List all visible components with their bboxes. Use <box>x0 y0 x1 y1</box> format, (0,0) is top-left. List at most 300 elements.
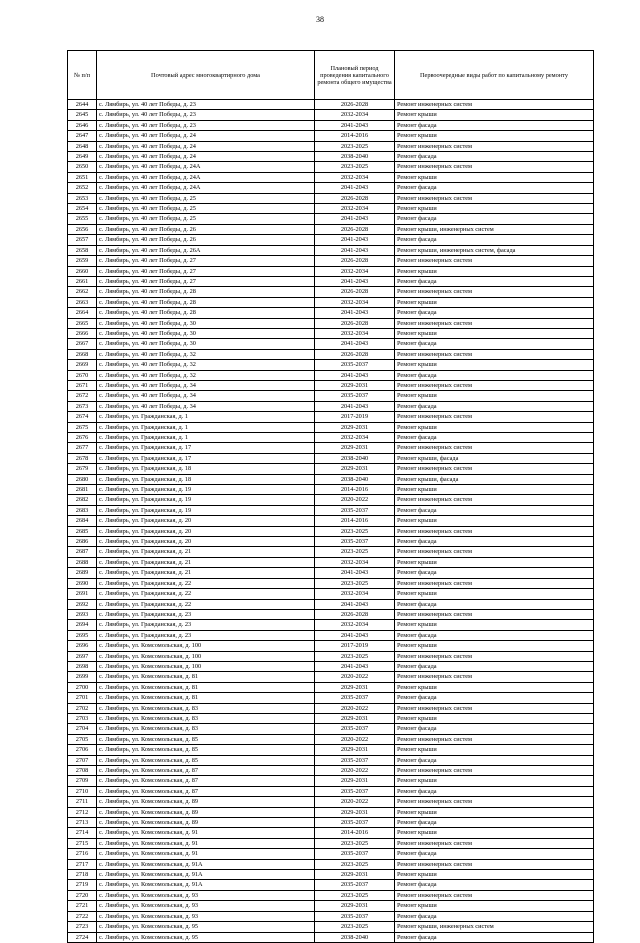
cell-works: Ремонт инженерных систем <box>395 797 594 807</box>
cell-number: 2662 <box>68 287 97 297</box>
cell-works: Ремонт крыши <box>395 297 594 307</box>
cell-period: 2020-2022 <box>315 734 395 744</box>
cell-number: 2676 <box>68 433 97 443</box>
cell-period: 2023-2025 <box>315 890 395 900</box>
cell-works: Ремонт крыши, инженерных систем <box>395 224 594 234</box>
cell-works: Ремонт инженерных систем <box>395 318 594 328</box>
table-row <box>68 193 594 203</box>
cell-address: с. Лямбирь, ул. 40 лет Победы, д. 34 <box>97 380 315 390</box>
cell-period: 2014-2016 <box>315 485 395 495</box>
cell-number: 2671 <box>68 380 97 390</box>
cell-address: с. Лямбирь, ул. Комсомольская, д. 91А <box>97 859 315 869</box>
table-row <box>68 453 594 463</box>
cell-address: с. Лямбирь, ул. 40 лет Победы, д. 28 <box>97 308 315 318</box>
table-row <box>68 922 594 932</box>
repair-schedule-table <box>67 50 594 943</box>
cell-number: 2718 <box>68 870 97 880</box>
cell-address: с. Лямбирь, ул. Комсомольская, д. 100 <box>97 651 315 661</box>
cell-works: Ремонт фасада <box>395 630 594 640</box>
cell-number: 2684 <box>68 516 97 526</box>
cell-period: 2020-2022 <box>315 703 395 713</box>
cell-number: 2673 <box>68 401 97 411</box>
cell-address: с. Лямбирь, ул. Гражданская, д. 19 <box>97 495 315 505</box>
cell-address: с. Лямбирь, ул. Гражданская, д. 17 <box>97 443 315 453</box>
table-row <box>68 568 594 578</box>
cell-period: 2026-2028 <box>315 609 395 619</box>
table-row <box>68 433 594 443</box>
table-row <box>68 630 594 640</box>
cell-number: 2669 <box>68 360 97 370</box>
cell-number: 2711 <box>68 797 97 807</box>
cell-number: 2678 <box>68 453 97 463</box>
table-row <box>68 401 594 411</box>
cell-number: 2670 <box>68 370 97 380</box>
cell-period: 2029-2031 <box>315 870 395 880</box>
cell-address: с. Лямбирь, ул. Гражданская, д. 1 <box>97 422 315 432</box>
cell-address: с. Лямбирь, ул. Комсомольская, д. 95 <box>97 932 315 942</box>
cell-works: Ремонт инженерных систем <box>395 380 594 390</box>
table-row <box>68 890 594 900</box>
cell-address: с. Лямбирь, ул. Гражданская, д. 23 <box>97 630 315 640</box>
cell-address: с. Лямбирь, ул. Комсомольская, д. 100 <box>97 641 315 651</box>
cell-period: 2029-2031 <box>315 776 395 786</box>
cell-address: с. Лямбирь, ул. 40 лет Победы, д. 32 <box>97 349 315 359</box>
cell-number: 2723 <box>68 922 97 932</box>
cell-number: 2704 <box>68 724 97 734</box>
cell-period: 2038-2040 <box>315 453 395 463</box>
table-row <box>68 328 594 338</box>
cell-period: 2041-2043 <box>315 235 395 245</box>
table-row <box>68 620 594 630</box>
table-row <box>68 110 594 120</box>
table-row <box>68 547 594 557</box>
cell-period: 2035-2037 <box>315 505 395 515</box>
cell-works: Ремонт фасада <box>395 755 594 765</box>
cell-number: 2694 <box>68 620 97 630</box>
table-row <box>68 516 594 526</box>
cell-works: Ремонт фасада <box>395 818 594 828</box>
table-row <box>68 183 594 193</box>
cell-works: Ремонт инженерных систем <box>395 464 594 474</box>
cell-number: 2653 <box>68 193 97 203</box>
cell-address: с. Лямбирь, ул. 40 лет Победы, д. 27 <box>97 266 315 276</box>
cell-address: с. Лямбирь, ул. 40 лет Победы, д. 27 <box>97 276 315 286</box>
cell-works: Ремонт крыши, инженерных систем <box>395 922 594 932</box>
table-row <box>68 172 594 182</box>
table-row <box>68 380 594 390</box>
table-row <box>68 557 594 567</box>
cell-period: 2020-2022 <box>315 495 395 505</box>
cell-address: с. Лямбирь, ул. Комсомольская, д. 81 <box>97 672 315 682</box>
cell-address: с. Лямбирь, ул. Комсомольская, д. 100 <box>97 661 315 671</box>
cell-period: 2023-2025 <box>315 859 395 869</box>
cell-number: 2690 <box>68 578 97 588</box>
cell-number: 2681 <box>68 485 97 495</box>
cell-number: 2659 <box>68 256 97 266</box>
cell-number: 2647 <box>68 131 97 141</box>
table-row <box>68 422 594 432</box>
cell-number: 2672 <box>68 391 97 401</box>
cell-address: с. Лямбирь, ул. Комсомольская, д. 89 <box>97 807 315 817</box>
cell-works: Ремонт фасада <box>395 849 594 859</box>
cell-period: 2026-2028 <box>315 100 395 110</box>
cell-number: 2650 <box>68 162 97 172</box>
table-row <box>68 703 594 713</box>
cell-works: Ремонт крыши <box>395 807 594 817</box>
table-row <box>68 276 594 286</box>
cell-period: 2032-2034 <box>315 328 395 338</box>
cell-address: с. Лямбирь, ул. Гражданская, д. 21 <box>97 557 315 567</box>
cell-works: Ремонт крыши <box>395 485 594 495</box>
cell-address: с. Лямбирь, ул. 40 лет Победы, д. 24 <box>97 152 315 162</box>
cell-address: с. Лямбирь, ул. Гражданская, д. 17 <box>97 453 315 463</box>
table-row <box>68 818 594 828</box>
cell-address: с. Лямбирь, ул. Гражданская, д. 23 <box>97 609 315 619</box>
cell-number: 2693 <box>68 609 97 619</box>
cell-works: Ремонт инженерных систем <box>395 256 594 266</box>
table-row <box>68 932 594 942</box>
cell-number: 2683 <box>68 505 97 515</box>
cell-works: Ремонт крыши <box>395 422 594 432</box>
cell-period: 2035-2037 <box>315 724 395 734</box>
cell-number: 2720 <box>68 890 97 900</box>
cell-period: 2041-2043 <box>315 245 395 255</box>
table-row <box>68 693 594 703</box>
cell-number: 2668 <box>68 349 97 359</box>
cell-works: Ремонт крыши <box>395 557 594 567</box>
cell-works: Ремонт фасада <box>395 568 594 578</box>
header-works: Первоочередные виды работ по капитальному ремонту <box>395 51 594 100</box>
table-row <box>68 807 594 817</box>
cell-address: с. Лямбирь, ул. Гражданская, д. 19 <box>97 485 315 495</box>
table-row <box>68 734 594 744</box>
cell-address: с. Лямбирь, ул. Комсомольская, д. 91А <box>97 870 315 880</box>
cell-address: с. Лямбирь, ул. 40 лет Победы, д. 23 <box>97 110 315 120</box>
cell-address: с. Лямбирь, ул. Гражданская, д. 22 <box>97 599 315 609</box>
table-row <box>68 297 594 307</box>
cell-number: 2682 <box>68 495 97 505</box>
cell-works: Ремонт крыши <box>395 713 594 723</box>
cell-number: 2701 <box>68 693 97 703</box>
table-row <box>68 641 594 651</box>
cell-works: Ремонт фасада <box>395 693 594 703</box>
cell-period: 2041-2043 <box>315 120 395 130</box>
table-row <box>68 661 594 671</box>
cell-address: с. Лямбирь, ул. Комсомольская, д. 91 <box>97 828 315 838</box>
cell-address: с. Лямбирь, ул. 40 лет Победы, д. 26 <box>97 224 315 234</box>
cell-period: 2032-2034 <box>315 172 395 182</box>
cell-number: 2664 <box>68 308 97 318</box>
cell-works: Ремонт крыши <box>395 641 594 651</box>
table-row <box>68 537 594 547</box>
cell-address: с. Лямбирь, ул. Гражданская, д. 21 <box>97 568 315 578</box>
cell-number: 2657 <box>68 235 97 245</box>
cell-address: с. Лямбирь, ул. 40 лет Победы, д. 25 <box>97 193 315 203</box>
header-period: Плановый период проведения капитального ремонта общего имущества <box>315 51 395 100</box>
cell-works: Ремонт фасада <box>395 308 594 318</box>
cell-period: 2032-2034 <box>315 589 395 599</box>
table-row <box>68 141 594 151</box>
cell-number: 2717 <box>68 859 97 869</box>
cell-works: Ремонт крыши <box>395 204 594 214</box>
cell-number: 2661 <box>68 276 97 286</box>
cell-address: с. Лямбирь, ул. 40 лет Победы, д. 23 <box>97 100 315 110</box>
cell-number: 2697 <box>68 651 97 661</box>
cell-period: 2029-2031 <box>315 713 395 723</box>
cell-works: Ремонт инженерных систем <box>395 547 594 557</box>
cell-period: 2029-2031 <box>315 682 395 692</box>
table-row <box>68 776 594 786</box>
table-row <box>68 849 594 859</box>
cell-period: 2041-2043 <box>315 339 395 349</box>
cell-period: 2038-2040 <box>315 474 395 484</box>
cell-period: 2029-2031 <box>315 380 395 390</box>
cell-works: Ремонт инженерных систем <box>395 141 594 151</box>
cell-period: 2029-2031 <box>315 443 395 453</box>
cell-number: 2710 <box>68 786 97 796</box>
cell-period: 2017-2019 <box>315 412 395 422</box>
cell-works: Ремонт инженерных систем <box>395 859 594 869</box>
header-num: № п/п <box>68 51 97 100</box>
cell-works: Ремонт крыши <box>395 620 594 630</box>
cell-works: Ремонт фасада <box>395 339 594 349</box>
table-row <box>68 713 594 723</box>
cell-works: Ремонт крыши, фасада <box>395 453 594 463</box>
cell-works: Ремонт фасада <box>395 183 594 193</box>
cell-address: с. Лямбирь, ул. 40 лет Победы, д. 32 <box>97 370 315 380</box>
table-row <box>68 609 594 619</box>
cell-works: Ремонт фасада <box>395 724 594 734</box>
table-row <box>68 745 594 755</box>
table-row <box>68 505 594 515</box>
table-row <box>68 526 594 536</box>
cell-works: Ремонт инженерных систем <box>395 443 594 453</box>
cell-number: 2654 <box>68 204 97 214</box>
table-row <box>68 578 594 588</box>
header-row <box>68 51 594 100</box>
cell-address: с. Лямбирь, ул. Комсомольская, д. 81 <box>97 693 315 703</box>
table-body <box>68 100 594 943</box>
cell-works: Ремонт фасада <box>395 661 594 671</box>
table-row <box>68 318 594 328</box>
cell-address: с. Лямбирь, ул. Гражданская, д. 23 <box>97 620 315 630</box>
table-row <box>68 391 594 401</box>
cell-period: 2035-2037 <box>315 693 395 703</box>
cell-period: 2035-2037 <box>315 786 395 796</box>
cell-period: 2026-2028 <box>315 318 395 328</box>
cell-address: с. Лямбирь, ул. 40 лет Победы, д. 24А <box>97 183 315 193</box>
cell-address: с. Лямбирь, ул. Гражданская, д. 20 <box>97 537 315 547</box>
table-row <box>68 308 594 318</box>
cell-address: с. Лямбирь, ул. Комсомольская, д. 91 <box>97 838 315 848</box>
cell-works: Ремонт фасада <box>395 214 594 224</box>
cell-works: Ремонт инженерных систем <box>395 412 594 422</box>
cell-works: Ремонт фасада <box>395 152 594 162</box>
cell-number: 2688 <box>68 557 97 567</box>
table-row <box>68 100 594 110</box>
cell-address: с. Лямбирь, ул. Комсомольская, д. 87 <box>97 766 315 776</box>
cell-number: 2705 <box>68 734 97 744</box>
cell-number: 2698 <box>68 661 97 671</box>
cell-period: 2035-2037 <box>315 818 395 828</box>
header-address: Почтовый адрес многоквартирного дома <box>97 51 315 100</box>
cell-address: с. Лямбирь, ул. Комсомольская, д. 89 <box>97 797 315 807</box>
table-row <box>68 880 594 890</box>
cell-period: 2014-2016 <box>315 131 395 141</box>
cell-period: 2014-2016 <box>315 828 395 838</box>
cell-period: 2026-2028 <box>315 193 395 203</box>
cell-address: с. Лямбирь, ул. 40 лет Победы, д. 24А <box>97 172 315 182</box>
cell-period: 2041-2043 <box>315 568 395 578</box>
cell-period: 2041-2043 <box>315 401 395 411</box>
cell-number: 2709 <box>68 776 97 786</box>
cell-works: Ремонт крыши, инженерных систем, фасада <box>395 245 594 255</box>
cell-address: с. Лямбирь, ул. Комсомольская, д. 93 <box>97 911 315 921</box>
cell-number: 2645 <box>68 110 97 120</box>
cell-address: с. Лямбирь, ул. Гражданская, д. 22 <box>97 578 315 588</box>
cell-works: Ремонт инженерных систем <box>395 890 594 900</box>
cell-number: 2685 <box>68 526 97 536</box>
cell-number: 2702 <box>68 703 97 713</box>
cell-period: 2032-2034 <box>315 266 395 276</box>
cell-address: с. Лямбирь, ул. Комсомольская, д. 83 <box>97 713 315 723</box>
cell-period: 2023-2025 <box>315 141 395 151</box>
cell-address: с. Лямбирь, ул. Комсомольская, д. 85 <box>97 755 315 765</box>
cell-works: Ремонт фасада <box>395 401 594 411</box>
cell-period: 2032-2034 <box>315 297 395 307</box>
cell-number: 2707 <box>68 755 97 765</box>
cell-period: 2020-2022 <box>315 766 395 776</box>
table-header <box>68 51 594 100</box>
cell-works: Ремонт фасада <box>395 276 594 286</box>
cell-number: 2689 <box>68 568 97 578</box>
cell-period: 2023-2025 <box>315 651 395 661</box>
cell-number: 2665 <box>68 318 97 328</box>
cell-works: Ремонт крыши <box>395 391 594 401</box>
cell-period: 2035-2037 <box>315 880 395 890</box>
table-row <box>68 859 594 869</box>
table-row <box>68 651 594 661</box>
table-row <box>68 464 594 474</box>
cell-period: 2026-2028 <box>315 287 395 297</box>
cell-address: с. Лямбирь, ул. Гражданская, д. 21 <box>97 547 315 557</box>
cell-number: 2658 <box>68 245 97 255</box>
cell-address: с. Лямбирь, ул. Гражданская, д. 19 <box>97 505 315 515</box>
cell-period: 2023-2025 <box>315 922 395 932</box>
cell-works: Ремонт фасада <box>395 599 594 609</box>
table-row <box>68 370 594 380</box>
cell-works: Ремонт инженерных систем <box>395 734 594 744</box>
table-row <box>68 204 594 214</box>
cell-works: Ремонт фасада <box>395 932 594 942</box>
cell-address: с. Лямбирь, ул. Комсомольская, д. 89 <box>97 818 315 828</box>
cell-address: с. Лямбирь, ул. Гражданская, д. 1 <box>97 412 315 422</box>
cell-works: Ремонт фасада <box>395 537 594 547</box>
cell-number: 2644 <box>68 100 97 110</box>
table-row <box>68 682 594 692</box>
cell-address: с. Лямбирь, ул. 40 лет Победы, д. 26 <box>97 235 315 245</box>
cell-works: Ремонт инженерных систем <box>395 495 594 505</box>
cell-address: с. Лямбирь, ул. 40 лет Победы, д. 26А <box>97 245 315 255</box>
table-row <box>68 485 594 495</box>
cell-number: 2663 <box>68 297 97 307</box>
cell-period: 2041-2043 <box>315 276 395 286</box>
cell-period: 2038-2040 <box>315 932 395 942</box>
cell-number: 2713 <box>68 818 97 828</box>
cell-number: 2719 <box>68 880 97 890</box>
cell-period: 2017-2019 <box>315 641 395 651</box>
cell-number: 2646 <box>68 120 97 130</box>
table-row <box>68 162 594 172</box>
cell-address: с. Лямбирь, ул. Гражданская, д. 20 <box>97 526 315 536</box>
cell-number: 2656 <box>68 224 97 234</box>
cell-number: 2651 <box>68 172 97 182</box>
cell-address: с. Лямбирь, ул. 40 лет Победы, д. 24 <box>97 141 315 151</box>
cell-works: Ремонт крыши, фасада <box>395 474 594 484</box>
page-number: 38 <box>316 15 324 24</box>
cell-number: 2708 <box>68 766 97 776</box>
cell-number: 2677 <box>68 443 97 453</box>
cell-works: Ремонт крыши <box>395 745 594 755</box>
cell-period: 2026-2028 <box>315 349 395 359</box>
cell-works: Ремонт инженерных систем <box>395 526 594 536</box>
cell-number: 2691 <box>68 589 97 599</box>
table-row <box>68 339 594 349</box>
cell-number: 2696 <box>68 641 97 651</box>
cell-period: 2020-2022 <box>315 797 395 807</box>
table-row <box>68 797 594 807</box>
cell-period: 2035-2037 <box>315 911 395 921</box>
table-row <box>68 724 594 734</box>
cell-period: 2041-2043 <box>315 661 395 671</box>
cell-address: с. Лямбирь, ул. Комсомольская, д. 83 <box>97 703 315 713</box>
cell-address: с. Лямбирь, ул. Гражданская, д. 1 <box>97 433 315 443</box>
cell-number: 2680 <box>68 474 97 484</box>
cell-period: 2035-2037 <box>315 360 395 370</box>
cell-address: с. Лямбирь, ул. Комсомольская, д. 85 <box>97 745 315 755</box>
cell-works: Ремонт инженерных систем <box>395 766 594 776</box>
cell-works: Ремонт инженерных систем <box>395 287 594 297</box>
cell-period: 2035-2037 <box>315 755 395 765</box>
cell-works: Ремонт фасада <box>395 120 594 130</box>
cell-works: Ремонт инженерных систем <box>395 100 594 110</box>
cell-number: 2715 <box>68 838 97 848</box>
cell-number: 2679 <box>68 464 97 474</box>
cell-works: Ремонт инженерных систем <box>395 609 594 619</box>
cell-period: 2041-2043 <box>315 599 395 609</box>
table-row <box>68 838 594 848</box>
cell-period: 2032-2034 <box>315 557 395 567</box>
cell-number: 2706 <box>68 745 97 755</box>
cell-address: с. Лямбирь, ул. Комсомольская, д. 83 <box>97 724 315 734</box>
cell-address: с. Лямбирь, ул. 40 лет Победы, д. 28 <box>97 287 315 297</box>
cell-works: Ремонт фасада <box>395 786 594 796</box>
table-row <box>68 495 594 505</box>
cell-number: 2714 <box>68 828 97 838</box>
table-row <box>68 786 594 796</box>
cell-number: 2667 <box>68 339 97 349</box>
table-row <box>68 672 594 682</box>
cell-address: с. Лямбирь, ул. 40 лет Победы, д. 23 <box>97 120 315 130</box>
cell-address: с. Лямбирь, ул. 40 лет Победы, д. 32 <box>97 360 315 370</box>
cell-period: 2029-2031 <box>315 422 395 432</box>
cell-address: с. Лямбирь, ул. Комсомольская, д. 93 <box>97 901 315 911</box>
table-row <box>68 589 594 599</box>
cell-period: 2035-2037 <box>315 391 395 401</box>
table-row <box>68 235 594 245</box>
cell-period: 2023-2025 <box>315 838 395 848</box>
table-row <box>68 245 594 255</box>
